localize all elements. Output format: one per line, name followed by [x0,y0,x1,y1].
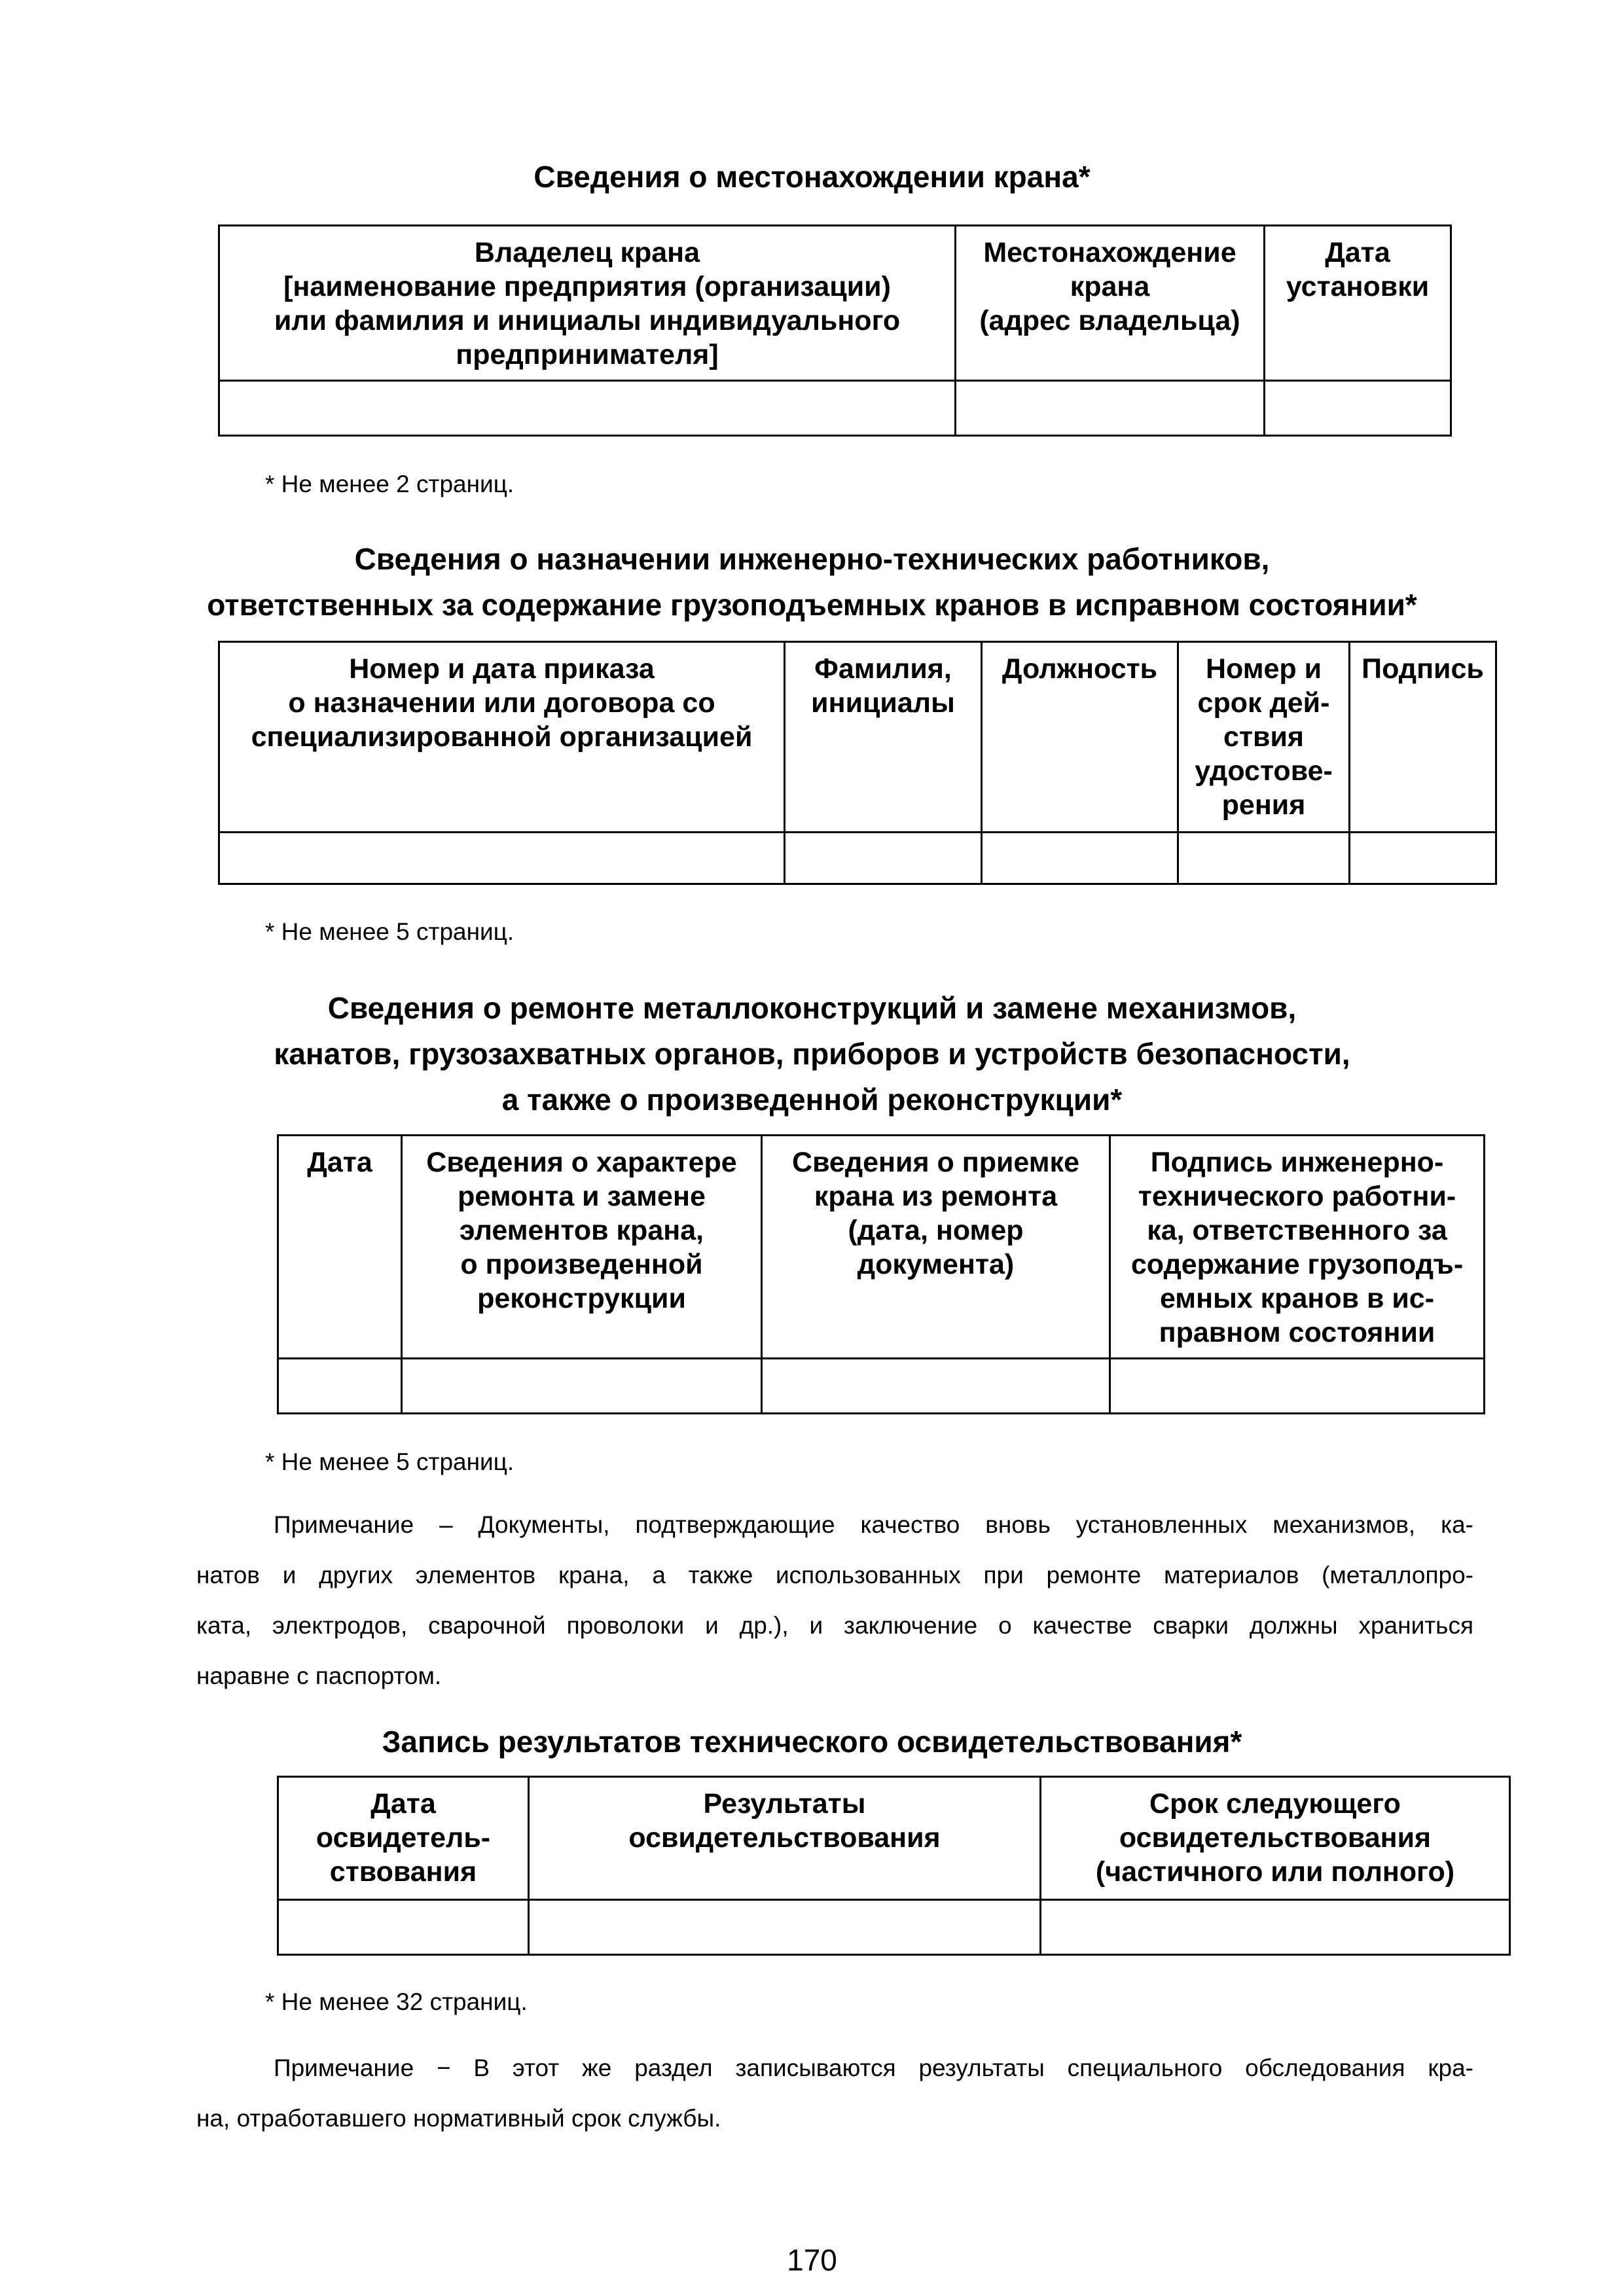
header-install-date: Дата установки [1265,226,1451,381]
note-line: на, отработавшего нормативный срок службы. [196,2105,721,2132]
header-inspection-date: Дата освидетель- ствования [278,1777,529,1900]
section4-note [196,2043,1473,2144]
section3-title-line3: а также о произведенной реконструкции* [501,1083,1123,1117]
entry-cell[interactable] [1110,1359,1485,1414]
entry-cell[interactable] [1178,833,1350,884]
note-line: Примечание – Документы, подтверждающие качество вновь установленных механизмов, ка- [274,1511,1473,1538]
entry-cell[interactable] [219,381,956,436]
section1-title: Сведения о местонахождении крана* [533,160,1091,194]
section4-footnote: * Не менее 32 страниц. [265,1988,528,2015]
note-line: наравне с паспортом. [196,1662,442,1689]
section3-note [196,1499,1473,1701]
section1-footnote: * Не менее 2 страниц. [265,471,514,497]
section2-footnote: * Не менее 5 страниц. [265,918,514,945]
entry-cell[interactable] [278,1359,402,1414]
entry-cell[interactable] [956,381,1265,436]
inspection-table [277,1776,1511,1956]
entry-cell[interactable] [219,833,785,884]
entry-cell[interactable] [1350,833,1496,884]
section3-footnote: * Не менее 5 страниц. [265,1448,514,1475]
header-name: Фамилия, инициалы [785,642,982,833]
entry-cell[interactable] [785,833,982,884]
crane-location-table [218,224,1452,437]
entry-cell[interactable] [402,1359,762,1414]
header-location: Местонахождение крана (адрес владельца) [956,226,1265,381]
entry-cell[interactable] [1041,1900,1510,1955]
entry-cell[interactable] [278,1900,529,1955]
header-engineer-signature: Подпись инженерно- технического работни- ка, ответственного за содержание грузоподъ- емных кранов в ис- правном состоянии [1110,1136,1485,1359]
header-acceptance: Сведения о приемке крана из ремонта (дата, номер документа) [762,1136,1110,1359]
section2-title-line1: Сведения о назначении инженерно-технических работников, [354,542,1270,576]
header-date: Дата [278,1136,402,1359]
header-order: Номер и дата приказа о назначении или договора со специализированной организацией [219,642,785,833]
section4-title: Запись результатов технического освидетельствования* [382,1725,1242,1759]
entry-cell[interactable] [762,1359,1110,1414]
header-next-inspection: Срок следующего освидетельствования (частичного или полного) [1041,1777,1510,1900]
note-line: Примечание − В этот же раздел записываются результаты специального обследования кра- [274,2054,1473,2081]
note-line: натов и других элементов крана, а также использованных при ремонте материалов (металлопро- [196,1562,1473,1588]
entry-cell[interactable] [529,1900,1041,1955]
repairs-table [277,1134,1485,1414]
page-number: 170 [787,2243,837,2277]
header-certificate: Номер и срок дей- ствия удостове- рения [1178,642,1350,833]
entry-cell[interactable] [1265,381,1451,436]
section3-title-line1: Сведения о ремонте металлоконструкций и замене механизмов, [327,991,1297,1025]
header-position: Должность [982,642,1178,833]
note-line: ката, электродов, сварочной проволоки и др.), и заключение о качестве сварки должны храниться [196,1612,1473,1639]
header-owner: Владелец крана [наименование предприятия (организации) или фамилия и инициалы индивидуального предпринимателя] [219,226,956,381]
header-results: Результаты освидетельствования [529,1777,1041,1900]
header-repair-info: Сведения о характере ремонта и замене элементов крана, о произведенной реконструкции [402,1136,762,1359]
header-signature: Подпись [1350,642,1496,833]
section3-title-line2: канатов, грузозахватных органов, приборов и устройств безопасности, [274,1037,1350,1071]
section2-title-line2: ответственных за содержание грузоподъемных кранов в исправном состоянии* [207,588,1417,622]
engineers-table [218,641,1497,885]
entry-cell[interactable] [982,833,1178,884]
